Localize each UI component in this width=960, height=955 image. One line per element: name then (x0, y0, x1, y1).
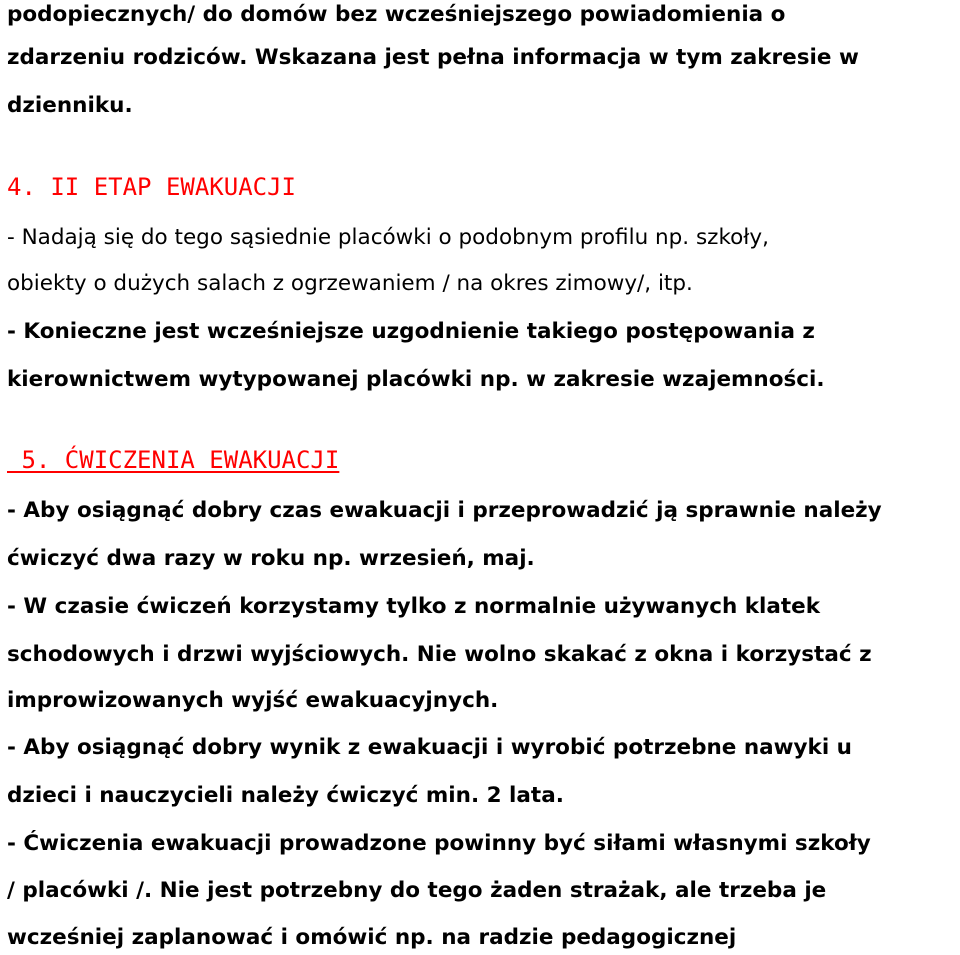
section-5-heading: 5. ĆWICZENIA EWAKUACJI (7, 446, 340, 474)
section-5-line-7: dzieci i nauczycieli należy ćwiczyć min. 2 lata. (7, 783, 564, 808)
section-4-line-4: kierownictwem wytypowanej placówki np. w zakresie wzajemności. (7, 367, 825, 392)
section-5-line-6: - Aby osiągnąć dobry wynik z ewakuacji i wyrobić potrzebne nawyki u (7, 735, 852, 760)
intro-line-1: podopiecznych/ do domów bez wcześniejszego powiadomienia o (7, 2, 786, 27)
section-4-line-3: - Konieczne jest wcześniejsze uzgodnienie takiego postępowania z (7, 319, 815, 344)
section-5-line-8: - Ćwiczenia ewakuacji prowadzone powinny być siłami własnymi szkoły (7, 831, 871, 856)
section-4-heading: 4. II ETAP EWAKUACJI (7, 173, 296, 201)
section-4-line-2: obiekty o dużych salach z ogrzewaniem / na okres zimowy/, itp. (7, 271, 693, 296)
section-4-line-1: - Nadają się do tego sąsiednie placówki o podobnym profilu np. szkoły, (7, 225, 769, 250)
section-5-line-4: schodowych i drzwi wyjściowych. Nie wolno skakać z okna i korzystać z (7, 642, 872, 667)
section-5-line-10: wcześniej zaplanować i omówić np. na radzie pedagogicznej (7, 925, 737, 950)
intro-line-2: zdarzeniu rodziców. Wskazana jest pełna informacja w tym zakresie w (7, 45, 859, 70)
section-5-line-3: - W czasie ćwiczeń korzystamy tylko z normalnie używanych klatek (7, 594, 821, 619)
section-5-line-9: / placówki /. Nie jest potrzebny do tego żaden strażak, ale trzeba je (7, 878, 827, 903)
section-5-line-2: ćwiczyć dwa razy w roku np. wrzesień, maj. (7, 546, 535, 571)
section-5-line-1: - Aby osiągnąć dobry czas ewakuacji i przeprowadzić ją sprawnie należy (7, 498, 882, 523)
section-5-line-5: improwizowanych wyjść ewakuacyjnych. (7, 688, 499, 713)
intro-line-3: dzienniku. (7, 93, 133, 118)
